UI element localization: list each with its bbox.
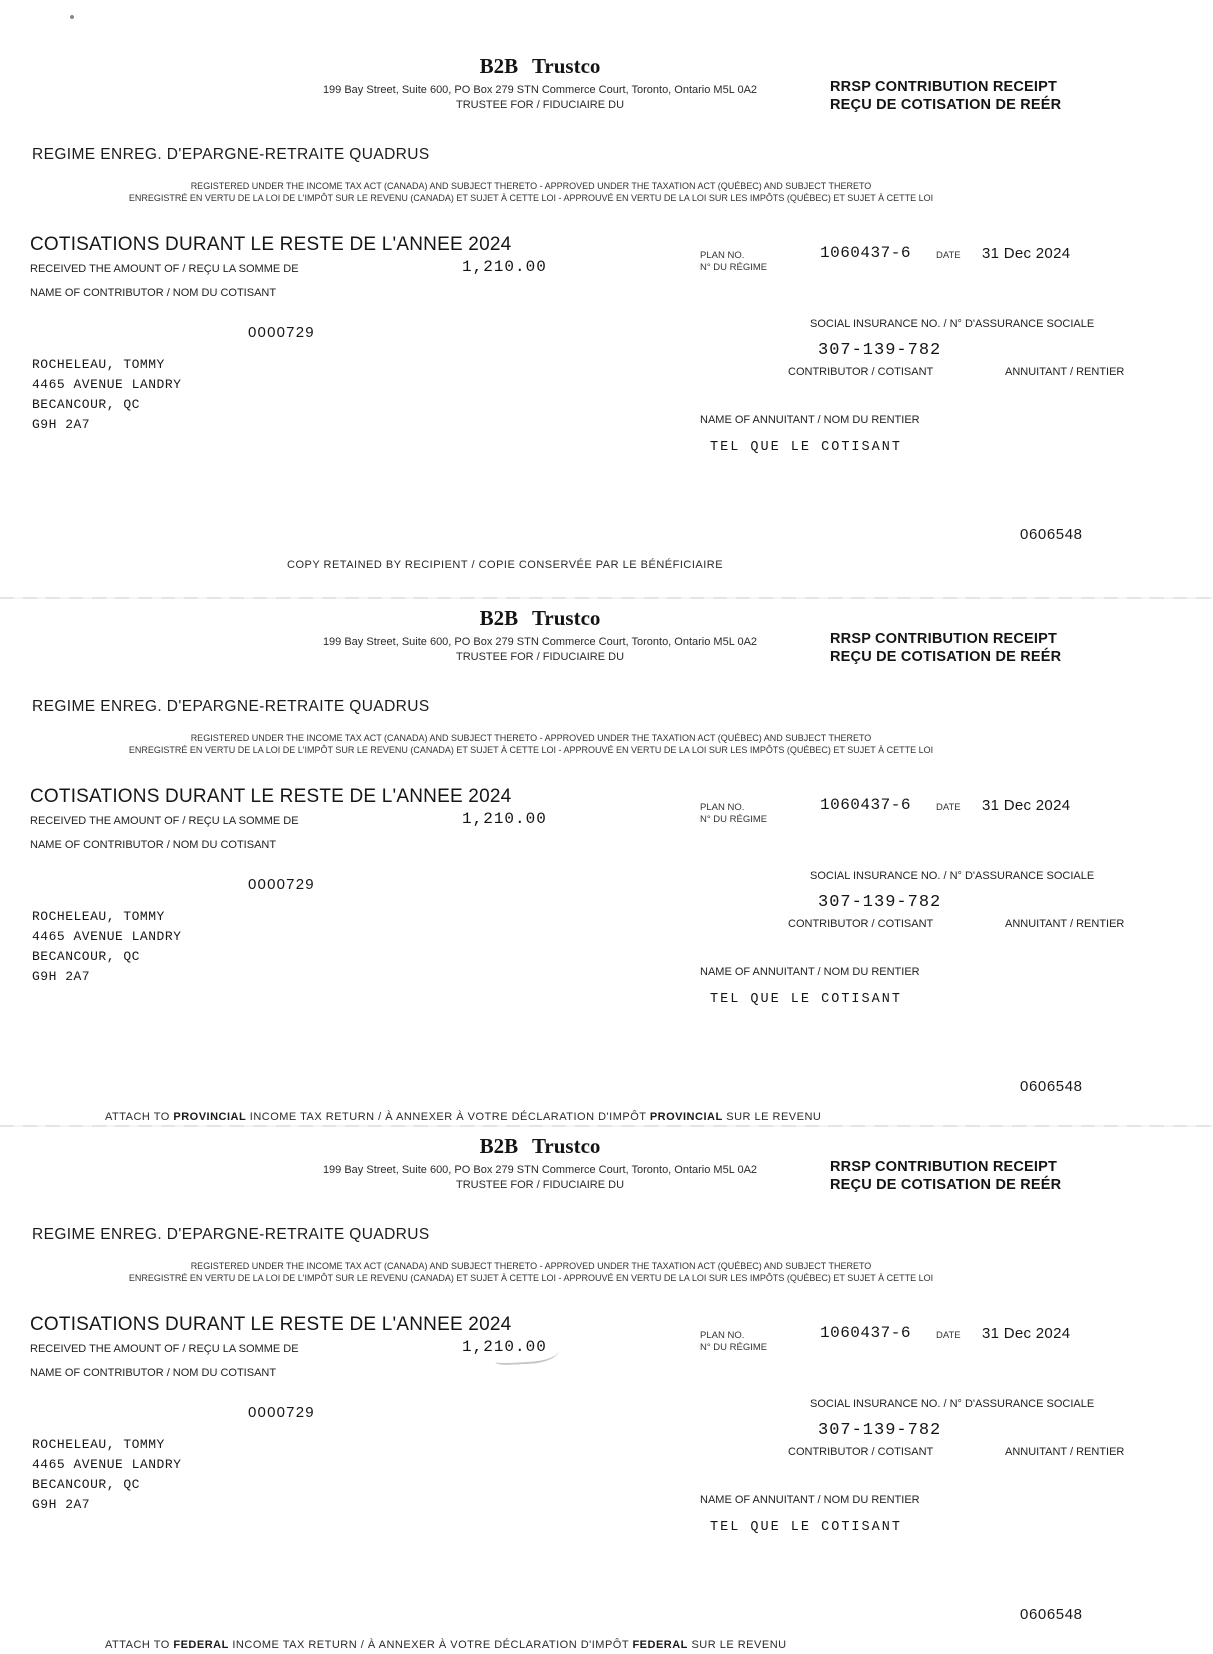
contributor-name-label: NAME OF CONTRIBUTOR / NOM DU COTISANT (30, 839, 277, 851)
receipt-title-en: RRSP CONTRIBUTION RECEIPT (830, 1159, 1058, 1175)
trustee-name: B2B Trustco (479, 606, 601, 630)
sin-value: 307-139-782 (818, 341, 942, 360)
contributor-name-line: ROCHELEAU, TOMMY (32, 1437, 165, 1452)
registration-statement-fr: ENREGISTRÉ EN VERTU DE LA LOI DE L'IMPÔT SUR LE REVENU (CANADA) ET SUJET À CETTE LOI - APPROUVÉ EN VERTU DE LA LOI SUR LES IMPÔTS (QUÉBEC) ET SUJET À CETTE LOI (128, 192, 934, 203)
contributor-role-label: CONTRIBUTOR / COTISANT (788, 918, 934, 930)
registration-statement-en: REGISTERED UNDER THE INCOME TAX ACT (CANADA) AND SUBJECT THERETO - APPROVED UNDER THE TAXATION ACT (QUÉBEC) AND SUBJECT THERETO (190, 733, 872, 743)
plan-no-label-fr: N° DU RÉGIME (700, 262, 768, 273)
plan-name: REGIME ENREG. D'EPARGNE-RETRAITE QUADRUS (32, 1226, 430, 1243)
contributor-id: 0000729 (248, 876, 315, 893)
trustee-address: 199 Bay Street, Suite 600, PO Box 279 STN Commerce Court, Toronto, Ontario M5L 0A2 (322, 1164, 758, 1176)
trustee-for-label: TRUSTEE FOR / FIDUCIAIRE DU (455, 651, 625, 663)
contributor-name-label: NAME OF CONTRIBUTOR / NOM DU COTISANT (30, 287, 277, 299)
annuitant-name-label: NAME OF ANNUITANT / NOM DU RENTIER (700, 1494, 920, 1506)
receipt-title-fr: REÇU DE COTISATION DE REÉR (830, 1176, 1062, 1193)
receipt-title (830, 79, 1061, 114)
plan-no-label-en: PLAN NO. (700, 802, 745, 813)
received-amount-label: RECEIVED THE AMOUNT OF / REÇU LA SOMME DE (30, 815, 299, 827)
contributor-postal-code: G9H 2A7 (32, 1497, 91, 1512)
contribution-amount: 1,210.00 (462, 258, 547, 276)
registration-statement (56, 733, 1006, 756)
receipt-title-fr: REÇU DE COTISATION DE REÉR (830, 648, 1062, 665)
plan-no-value: 1060437-6 (820, 796, 911, 814)
annuitant-name-value: TEL QUE LE COTISANT (710, 992, 902, 1007)
annuitant-role-label: ANNUITANT / RENTIER (1005, 366, 1125, 378)
trustee-for-label: TRUSTEE FOR / FIDUCIAIRE DU (455, 1179, 625, 1191)
receipt-title-fr: REÇU DE COTISATION DE REÉR (830, 96, 1062, 113)
registration-statement-fr: ENREGISTRÉ EN VERTU DE LA LOI DE L'IMPÔT SUR LE REVENU (CANADA) ET SUJET À CETTE LOI - APPROUVÉ EN VERTU DE LA LOI SUR LES IMPÔTS (QUÉBEC) ET SUJET À CETTE LOI (128, 744, 934, 755)
plan-name: REGIME ENREG. D'EPARGNE-RETRAITE QUADRUS (32, 146, 430, 163)
contributor-name-label: NAME OF CONTRIBUTOR / NOM DU COTISANT (30, 1367, 277, 1379)
date-label: DATE (936, 250, 961, 261)
contributor-name-line: ROCHELEAU, TOMMY (32, 909, 165, 924)
annuitant-role-label: ANNUITANT / RENTIER (1005, 1446, 1125, 1458)
footer-instruction: ATTACH TO PROVINCIAL INCOME TAX RETURN / À ANNEXER À VOTRE DÉCLARATION D'IMPÔT PROVINCIAL SUR LE REVENU (105, 1111, 822, 1123)
contributor-name-line: ROCHELEAU, TOMMY (32, 357, 165, 372)
receipt-title (830, 631, 1061, 666)
contributor-name-address (32, 907, 181, 987)
plan-no-label-en: PLAN NO. (700, 250, 745, 261)
receipt-copy-federal (0, 1080, 1213, 1651)
registration-statement-en: REGISTERED UNDER THE INCOME TAX ACT (CANADA) AND SUBJECT THERETO - APPROVED UNDER THE TAXATION ACT (QUÉBEC) AND SUBJECT THERETO (190, 1261, 872, 1271)
receipt-title-en: RRSP CONTRIBUTION RECEIPT (830, 79, 1058, 95)
receipt-copy-recipient (0, 0, 1213, 571)
sin-label: SOCIAL INSURANCE NO. / N° D'ASSURANCE SOCIALE (810, 870, 1095, 882)
contributor-city: BECANCOUR, QC (32, 397, 140, 412)
annuitant-role-label: ANNUITANT / RENTIER (1005, 918, 1125, 930)
plan-no-label-fr: N° DU RÉGIME (700, 814, 768, 825)
contributor-street: 4465 AVENUE LANDRY (32, 1457, 182, 1472)
contributor-name-address (32, 355, 181, 435)
annuitant-name-value: TEL QUE LE COTISANT (710, 1520, 902, 1535)
receipt-title (830, 1159, 1061, 1194)
trustee-address: 199 Bay Street, Suite 600, PO Box 279 STN Commerce Court, Toronto, Ontario M5L 0A2 (322, 84, 758, 96)
trustee-address: 199 Bay Street, Suite 600, PO Box 279 STN Commerce Court, Toronto, Ontario M5L 0A2 (322, 636, 758, 648)
plan-no-value: 1060437-6 (820, 1324, 911, 1342)
contribution-period-title: COTISATIONS DURANT LE RESTE DE L'ANNEE 2024 (30, 1314, 512, 1335)
trustee-name: B2B Trustco (479, 1134, 601, 1158)
date-value: 31 Dec 2024 (982, 797, 1071, 814)
footer-instruction: ATTACH TO FEDERAL INCOME TAX RETURN / À ANNEXER À VOTRE DÉCLARATION D'IMPÔT FEDERAL SUR LE REVENU (105, 1639, 787, 1651)
sin-value: 307-139-782 (818, 893, 942, 912)
date-label: DATE (936, 802, 961, 813)
date-value: 31 Dec 2024 (982, 1325, 1071, 1342)
plan-no-label-en: PLAN NO. (700, 1330, 745, 1341)
receipt-title-en: RRSP CONTRIBUTION RECEIPT (830, 631, 1058, 647)
contribution-amount: 1,210.00 (462, 810, 547, 828)
plan-no-label (700, 1330, 767, 1354)
sin-label: SOCIAL INSURANCE NO. / N° D'ASSURANCE SOCIALE (810, 1398, 1095, 1410)
sin-label: SOCIAL INSURANCE NO. / N° D'ASSURANCE SOCIALE (810, 318, 1095, 330)
plan-no-value: 1060437-6 (820, 244, 911, 262)
contributor-postal-code: G9H 2A7 (32, 969, 91, 984)
contributor-city: BECANCOUR, QC (32, 949, 140, 964)
footer-instruction: COPY RETAINED BY RECIPIENT / COPIE CONSERVÉE PAR LE BÉNÉFICIAIRE (287, 559, 724, 571)
registration-statement-fr: ENREGISTRÉ EN VERTU DE LA LOI DE L'IMPÔT SUR LE REVENU (CANADA) ET SUJET À CETTE LOI - APPROUVÉ EN VERTU DE LA LOI SUR LES IMPÔTS (QUÉBEC) ET SUJET À CETTE LOI (128, 1272, 934, 1283)
receipt-serial-number: 0606548 (1020, 1606, 1083, 1623)
plan-no-label (700, 250, 767, 274)
contributor-postal-code: G9H 2A7 (32, 417, 91, 432)
contribution-period-title: COTISATIONS DURANT LE RESTE DE L'ANNEE 2024 (30, 234, 512, 255)
plan-name: REGIME ENREG. D'EPARGNE-RETRAITE QUADRUS (32, 698, 430, 715)
trustee-name: B2B Trustco (479, 54, 601, 78)
plan-no-label (700, 802, 767, 826)
contributor-id: 0000729 (248, 324, 315, 341)
contributor-street: 4465 AVENUE LANDRY (32, 929, 182, 944)
contribution-amount: 1,210.00 (462, 1338, 547, 1356)
receipt-serial-number: 0606548 (1020, 526, 1083, 543)
contributor-city: BECANCOUR, QC (32, 1477, 140, 1492)
registration-statement-en: REGISTERED UNDER THE INCOME TAX ACT (CANADA) AND SUBJECT THERETO - APPROVED UNDER THE TAXATION ACT (QUÉBEC) AND SUBJECT THERETO (190, 181, 872, 191)
contributor-name-address (32, 1435, 181, 1515)
date-label: DATE (936, 1330, 961, 1341)
annuitant-name-value: TEL QUE LE COTISANT (710, 440, 902, 455)
contributor-role-label: CONTRIBUTOR / COTISANT (788, 366, 934, 378)
receipt-serial-number: 0606548 (1020, 1078, 1083, 1095)
annuitant-name-label: NAME OF ANNUITANT / NOM DU RENTIER (700, 966, 920, 978)
received-amount-label: RECEIVED THE AMOUNT OF / REÇU LA SOMME DE (30, 263, 299, 275)
registration-statement (56, 1261, 1006, 1284)
plan-no-label-fr: N° DU RÉGIME (700, 1342, 768, 1353)
date-value: 31 Dec 2024 (982, 245, 1071, 262)
registration-statement (56, 181, 1006, 204)
receipt-copy-provincial (0, 552, 1213, 1123)
contributor-role-label: CONTRIBUTOR / COTISANT (788, 1446, 934, 1458)
sin-value: 307-139-782 (818, 1421, 942, 1440)
contributor-id: 0000729 (248, 1404, 315, 1421)
received-amount-label: RECEIVED THE AMOUNT OF / REÇU LA SOMME DE (30, 1343, 299, 1355)
trustee-for-label: TRUSTEE FOR / FIDUCIAIRE DU (455, 99, 625, 111)
contribution-period-title: COTISATIONS DURANT LE RESTE DE L'ANNEE 2024 (30, 786, 512, 807)
contributor-street: 4465 AVENUE LANDRY (32, 377, 182, 392)
annuitant-name-label: NAME OF ANNUITANT / NOM DU RENTIER (700, 414, 920, 426)
